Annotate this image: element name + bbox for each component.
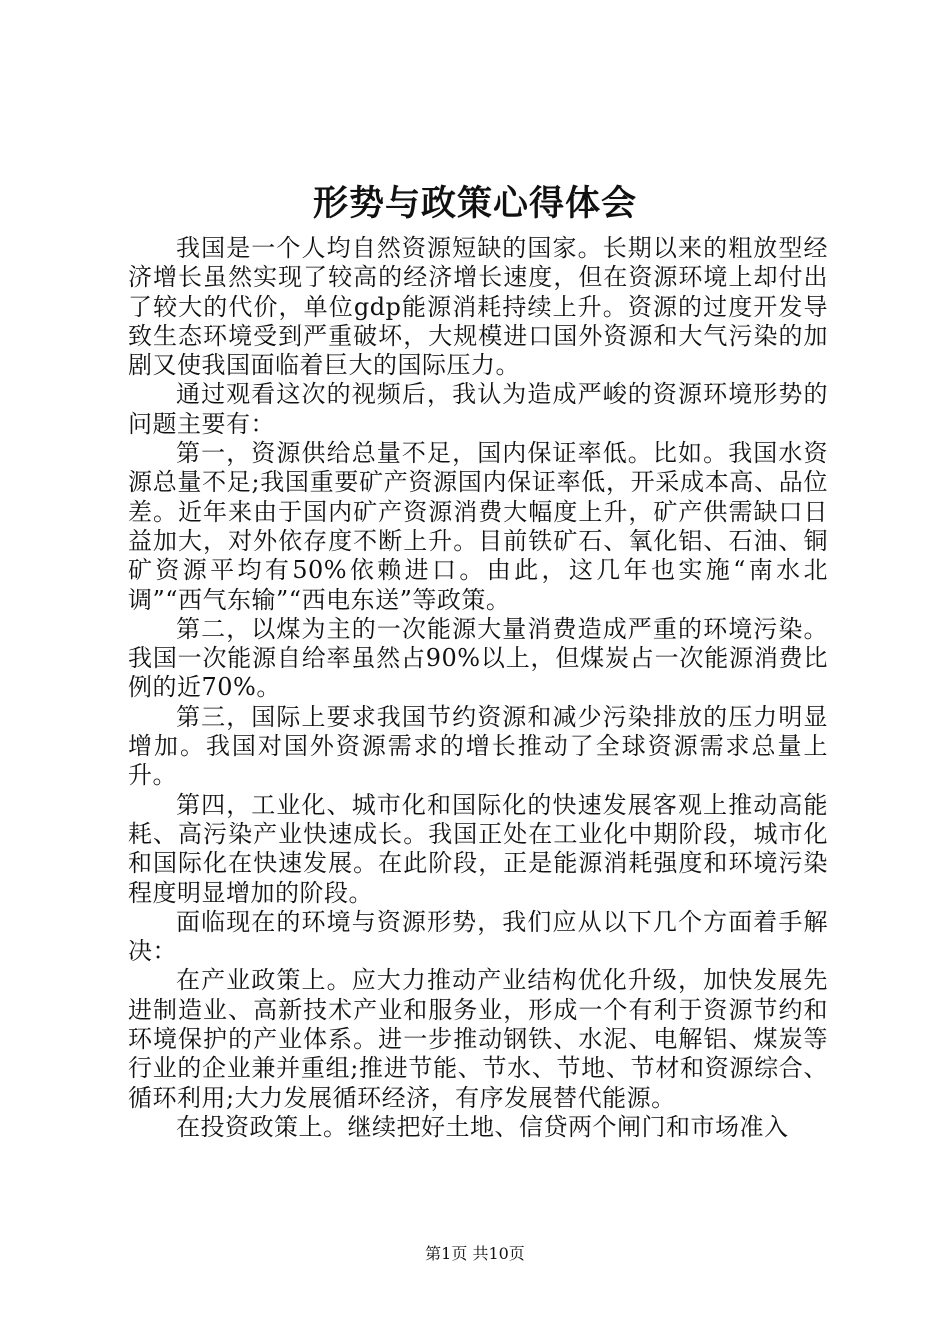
paragraph: 第二，以煤为主的一次能源大量消费造成严重的环境污染。我国一次能源自给率虽然占90%以上，但煤炭占一次能源消费比例的近70%。: [128, 614, 828, 702]
paragraph: 通过观看这次的视频后，我认为造成严峻的资源环境形势的问题主要有：: [128, 380, 828, 438]
document-body: [128, 234, 828, 1142]
paragraph: 在投资政策上。继续把好土地、信贷两个闸门和市场准入: [176, 1112, 789, 1141]
paragraph: 第三，国际上要求我国节约资源和减少污染排放的压力明显增加。我国对国外资源需求的增长推动了全球资源需求总量上升。: [128, 702, 828, 790]
paragraph: 面临现在的环境与资源形势，我们应从以下几个方面着手解决：: [128, 907, 828, 966]
paragraph: 在产业政策上。应大力推动产业结构优化升级，加快发展先进制造业、高新技术产业和服务业，形成一个有利于资源节约和环境保护的产业体系。进一步推动钢铁、水泥、电解铝、煤炭等行业的企业兼并重组;推进节能、节水、节地、节材和资源综合、循环利用;大力发展循环经济，有序发展替代能源。: [128, 966, 828, 1112]
paragraph: 我国是一个人均自然资源短缺的国家。长期以来的粗放型经济增长虽然实现了较高的经济增长速度，但在资源环境上却付出了较大的代价，单位gdp能源消耗持续上升。资源的过度开发导致生态环境受到严重破坏，大规模进口国外资源和大气污染的加剧又使我国面临着巨大的国际压力。: [128, 234, 828, 380]
paragraph: 第四，工业化、城市化和国际化的快速发展客观上推动高能耗、高污染产业快速成长。我国正处在工业化中期阶段，城市化和国际化在快速发展。在此阶段，正是能源消耗强度和环境污染程度明显增加的阶段。: [128, 790, 828, 907]
document-title: 形势与政策心得体会: [312, 183, 637, 224]
page-number-footer: 第1页 共10页: [425, 1244, 525, 1263]
paragraph: 第一，资源供给总量不足，国内保证率低。比如。我国水资源总量不足;我国重要矿产资源国内保证率低，开采成本高、品位差。近年来由于国内矿产资源消费大幅度上升，矿产供需缺口日益加大，对外依存度不断上升。目前铁矿石、氧化铝、石油、铜矿资源平均有50%依赖进口。由此，这几年也实施“南水北调”“西气东输”“西电东送”等政策。: [128, 439, 828, 614]
